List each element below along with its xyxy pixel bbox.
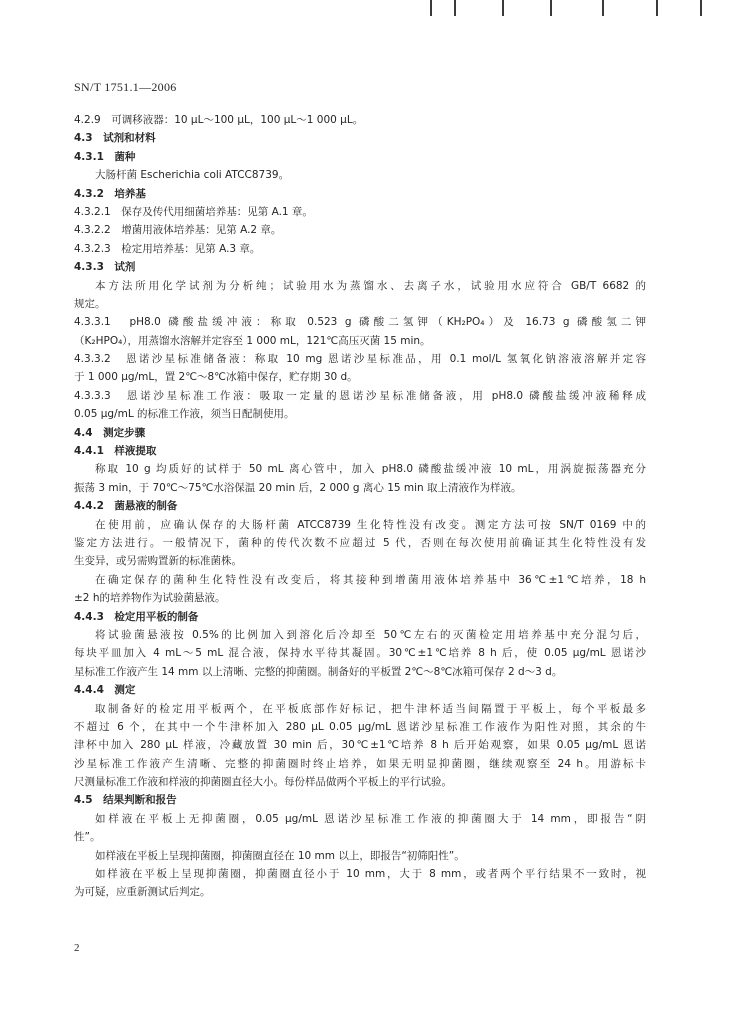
suspension-paragraph-line: ±2 h的培养物作为试验菌悬液。 [74, 592, 226, 605]
heading-4-3-1: 4.3.1 菌种 [74, 150, 136, 163]
standard-number: SN/T 1751.1—2006 [74, 80, 177, 94]
extraction-paragraph-line: 振荡 3 min，于 70℃～75℃水浴保温 20 min 后，2 000 g 离心 15 min 取上清液作为样液。 [74, 481, 522, 494]
clause-4-2-9: 4.2.9 可调移液器：10 μL～100 μL，100 μL～1 000 μL。 [74, 114, 364, 126]
reagent-paragraph-line: 规定。 [74, 297, 106, 310]
reagent-paragraph-line: 本方法所用化学试剂为分析纯；试验用水为蒸馏水、去离子水，试验用水应符合 GB/T 6682 的 [95, 279, 646, 292]
suspension-paragraph-line: 在确定保存的菌种生化特性没有改变后，将其接种到增菌用液体培养基中 36℃±1℃培养，18 h [95, 573, 646, 586]
heading-4-5: 4.5 结果判断和报告 [74, 794, 177, 807]
measurement-paragraph-line: 尺测量标准工作液和样液的抑菌圈直径大小。每份样品做两个平板上的平行试验。 [74, 776, 452, 789]
heading-4-3-2: 4.3.2 培养基 [74, 187, 146, 200]
suspension-paragraph-line: 鉴定方法进行。一般情况下，菌种的传代次数不应超过 5 代，否则在每次使用前确证其生化特性没有发 [74, 536, 646, 549]
clause-4-3-3-1-line: 4.3.3.1 pH8.0 磷酸盐缓冲液：称取 0.523 g 磷酸二氢钾（KH₂PO₄）及 16.73 g 磷酸氢二钾 [74, 316, 646, 329]
suspension-paragraph-line: 在使用前，应确认保存的大肠杆菌 ATCC8739 生化特性没有改变。测定方法可按 SN/T 0169 中的 [95, 518, 646, 531]
clause-4-3-3-3-line: 0.05 μg/mL 的标准工作液，须当日配制使用。 [74, 408, 295, 421]
plate-paragraph-line: 每块平皿加入 4 mL～5 mL 混合液，保持水平待其凝固。30℃±1℃培养 8 h 后，使 0.05 μg/mL 恩诺沙 [74, 647, 646, 660]
clause-4-3-2-3: 4.3.2.3 检定用培养基：见第 A.3 章。 [74, 242, 261, 255]
document-body [74, 114, 646, 905]
result-paragraph-line: 如样液在平板上呈现抑菌圈，抑菌圈直径小于 10 mm，大于 8 mm，或者两个平行结果不一致时，视 [95, 868, 646, 881]
heading-4-4-1: 4.4.1 样液提取 [74, 445, 157, 458]
strain-line: 大肠杆菌 Escherichia coli ATCC8739。 [95, 169, 290, 182]
plate-paragraph-line: 星标准工作液产生 14 mm 以上清晰、完整的抑菌圈。制备好的平板置 2℃～8℃冰箱可保存 2 d～3 d。 [74, 665, 563, 678]
clause-4-3-2-1: 4.3.2.1 保存及传代用细菌培养基：见第 A.1 章。 [74, 205, 313, 218]
measurement-paragraph-line: 沙星标准工作液产生清晰、完整的抑菌圈时终止培养，如果无明显抑菌圈，继续观察至 24 h。用游标卡 [74, 757, 646, 770]
result-paragraph-line: 如样液在平板上呈现抑菌圈，抑菌圈直径在 10 mm 以上，即报告“初筛阳性”。 [95, 849, 465, 862]
measurement-paragraph-line: 津杯中加入 280 μL 样液，冷藏放置 30 min 后，30℃±1℃培养 8 h 后开始观察，如果 0.05 μg/mL 恩诺 [74, 739, 646, 752]
suspension-paragraph-line: 生变异，或另需购置新的标准菌株。 [74, 555, 242, 568]
clause-4-3-3-2-line: 于 1 000 μg/mL，置 2℃～8℃冰箱中保存，贮存期 30 d。 [74, 371, 358, 384]
heading-4-4-4: 4.4.4 测定 [74, 684, 136, 697]
result-paragraph-line: 为可疑，应重新测试后判定。 [74, 886, 211, 899]
measurement-paragraph-line: 不超过 6 个，在其中一个牛津杯加入 280 μL 0.05 μg/mL 恩诺沙星标准工作液作为阳性对照，其余的牛 [74, 720, 646, 733]
clause-4-3-3-2-line: 4.3.3.2 恩诺沙星标准储备液：称取 10 mg 恩诺沙星标准品，用 0.1 mol/L 氢氧化钠溶液溶解并定容 [74, 353, 646, 366]
page-number: 2 [74, 942, 80, 954]
heading-4-3-3: 4.3.3 试剂 [74, 261, 136, 274]
result-paragraph-line: 性”。 [74, 831, 101, 844]
extraction-paragraph-line: 称取 10 g 均质好的试样于 50 mL 离心管中，加入 pH8.0 磷酸盐缓冲液 10 mL，用涡旋振荡器充分 [95, 463, 646, 476]
result-paragraph-line: 如样液在平板上无抑菌圈，0.05 μg/mL 恩诺沙星标准工作液的抑菌圈大于 14 mm，即报告“阴 [95, 812, 646, 825]
heading-4-4-3: 4.4.3 检定用平板的制备 [74, 610, 199, 623]
plate-paragraph-line: 将试验菌悬液按 0.5%的比例加入到溶化后冷却至 50℃左右的灭菌检定用培养基中充分混匀后， [95, 628, 646, 641]
heading-4-4-2: 4.4.2 菌悬液的制备 [74, 500, 178, 513]
clause-4-3-3-1-line: （K₂HPO₄），用蒸馏水溶解并定容至 1 000 mL，121℃高压灭菌 15 min。 [74, 334, 431, 347]
clause-4-3-2-2: 4.3.2.2 增菌用液体培养基：见第 A.2 章。 [74, 224, 282, 237]
heading-4-4: 4.4 测定步骤 [74, 426, 146, 439]
clause-4-3-3-3-line: 4.3.3.3 恩诺沙星标准工作液：吸取一定量的恩诺沙星标准储备液，用 pH8.0 磷酸盐缓冲液稀释成 [74, 389, 646, 402]
heading-4-3: 4.3 试剂和材料 [74, 132, 156, 145]
measurement-paragraph-line: 取制备好的检定用平板两个，在平板底部作好标记，把牛津杯适当间隔置于平板上，每个平板最多 [95, 702, 646, 715]
scan-edge-marks [418, 0, 730, 16]
